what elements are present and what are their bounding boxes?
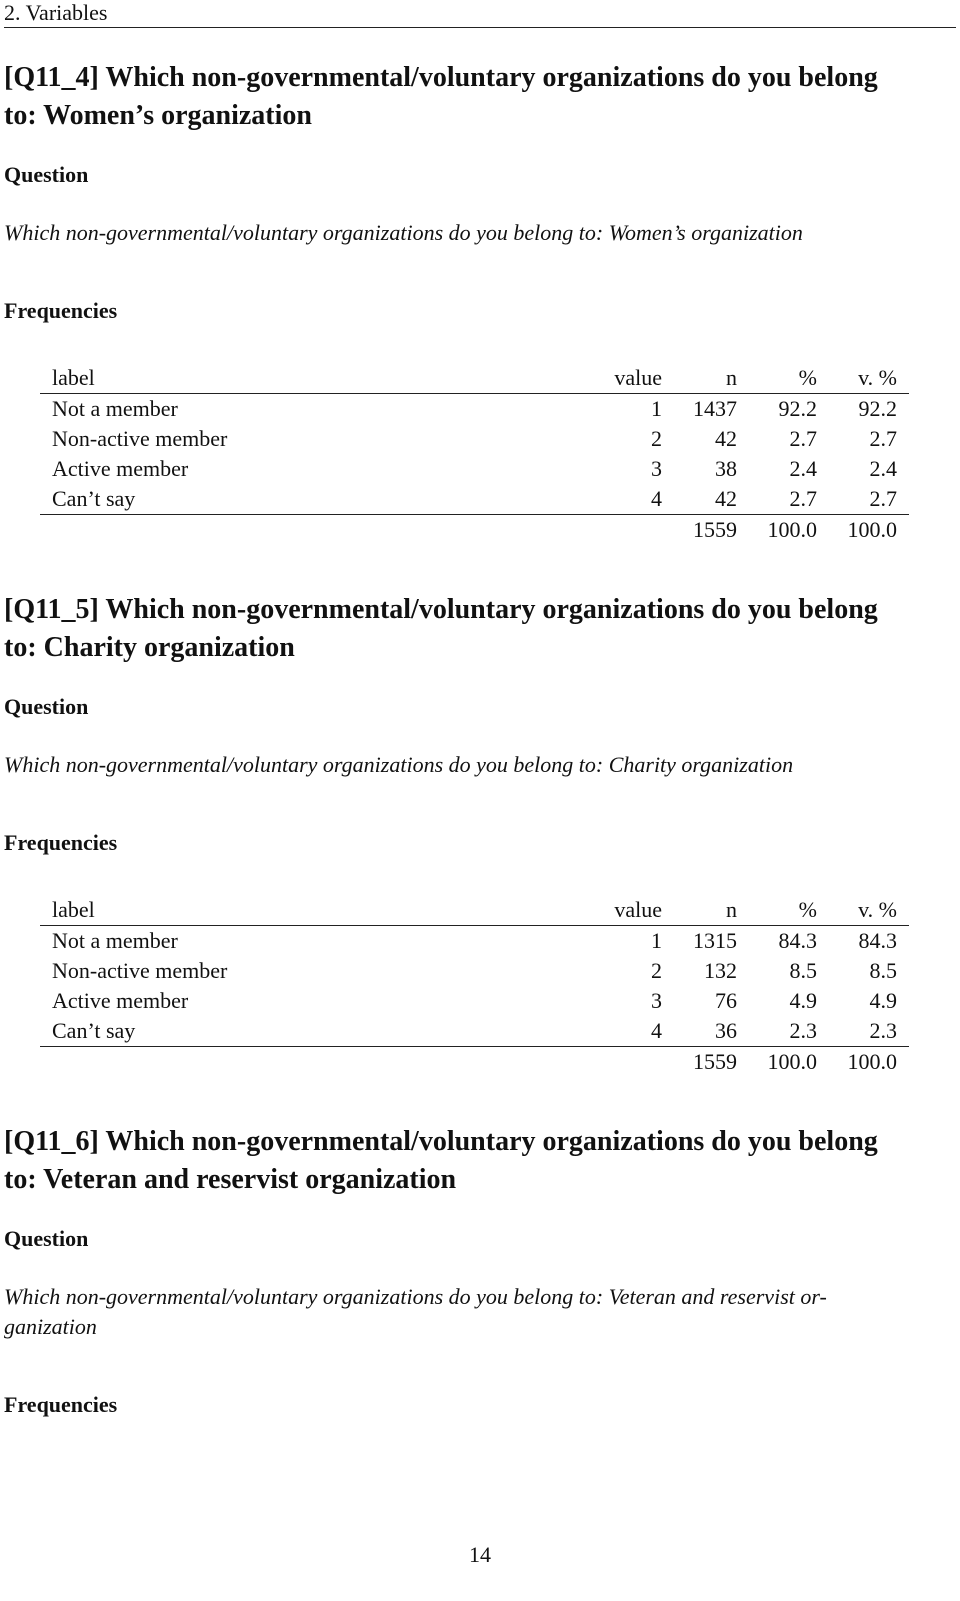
running-header: 2. Variables xyxy=(4,0,956,28)
cell-percent: 2.7 xyxy=(737,484,817,515)
total-percent: 100.0 xyxy=(767,1049,817,1074)
section-title-line2: to: Women’s organization xyxy=(4,100,312,131)
page-number: 14 xyxy=(469,1542,491,1567)
table-row xyxy=(40,394,909,425)
total-valid-percent: 100.0 xyxy=(847,1049,897,1074)
question-heading: Question xyxy=(4,694,89,719)
column-header-n: n xyxy=(662,895,737,926)
table-row xyxy=(40,926,909,957)
cell-value: 2 xyxy=(651,958,662,983)
total-value xyxy=(562,515,662,546)
column-header-label: label xyxy=(40,363,562,394)
cell-n: 132 xyxy=(704,958,737,983)
column-header-value: value xyxy=(562,895,662,926)
question-text-line1: Which non-governmental/voluntary organizations do you belong to: Veteran and reservist or- xyxy=(4,1284,827,1309)
question-text: Which non-governmental/voluntary organizations do you belong to: Charity organization xyxy=(4,752,794,777)
total-label xyxy=(40,1047,562,1078)
section-title xyxy=(4,59,956,135)
cell-label: Non-active member xyxy=(52,426,228,451)
frequency-table xyxy=(40,363,909,545)
section-q11-4 xyxy=(4,59,956,542)
question-heading: Question xyxy=(4,1226,89,1251)
question-heading: Question xyxy=(4,162,89,187)
cell-n: 38 xyxy=(715,456,737,481)
cell-value: 1 xyxy=(651,396,662,421)
frequency-table xyxy=(40,895,909,1077)
question-text: Which non-governmental/voluntary organizations do you belong to: Women’s organization xyxy=(4,220,803,245)
column-header-value: value xyxy=(562,363,662,394)
section-title xyxy=(4,1123,956,1199)
frequencies-heading: Frequencies xyxy=(4,830,118,855)
question-text-line2: ganization xyxy=(4,1314,97,1339)
table-row xyxy=(40,484,909,515)
cell-percent: 2.7 xyxy=(789,426,817,451)
cell-label: Can’t say xyxy=(40,484,562,515)
cell-valid-percent: 8.5 xyxy=(869,958,897,983)
frequencies-heading: Frequencies xyxy=(4,298,118,323)
section-title-line2: to: Veteran and reservist organization xyxy=(4,1164,457,1195)
cell-label: Active member xyxy=(52,988,189,1013)
cell-n: 42 xyxy=(662,484,737,515)
section-title-line1: [Q11_5] Which non-governmental/voluntary organizations do you belong xyxy=(4,594,878,625)
cell-value: 3 xyxy=(651,456,662,481)
section-title-line2: to: Charity organization xyxy=(4,632,295,663)
section-title xyxy=(4,591,956,667)
cell-value: 4 xyxy=(562,1016,662,1047)
table-header-row xyxy=(40,895,909,926)
cell-percent: 92.2 xyxy=(778,396,817,421)
total-percent: 100.0 xyxy=(767,517,817,542)
section-q11-5 xyxy=(4,591,956,1074)
cell-percent: 84.3 xyxy=(778,928,817,953)
table-header-row xyxy=(40,363,909,394)
frequencies-heading: Frequencies xyxy=(4,1392,118,1417)
column-header-n: n xyxy=(662,363,737,394)
cell-valid-percent: 2.7 xyxy=(869,426,897,451)
table-row xyxy=(40,986,909,1016)
cell-n: 1315 xyxy=(693,928,737,953)
table-total-row xyxy=(40,515,909,546)
section-title-line1: [Q11_4] Which non-governmental/voluntary organizations do you belong xyxy=(4,62,878,93)
cell-value: 1 xyxy=(651,928,662,953)
cell-n: 76 xyxy=(715,988,737,1013)
cell-n: 42 xyxy=(715,426,737,451)
column-header-valid-percent: v. % xyxy=(817,363,909,394)
cell-valid-percent: 84.3 xyxy=(858,928,897,953)
total-valid-percent: 100.0 xyxy=(847,517,897,542)
cell-valid-percent: 4.9 xyxy=(869,988,897,1013)
cell-percent: 8.5 xyxy=(789,958,817,983)
cell-label: Not a member xyxy=(52,928,178,953)
table-row xyxy=(40,956,909,986)
total-n: 1559 xyxy=(693,1049,737,1074)
cell-valid-percent: 2.4 xyxy=(869,456,897,481)
cell-value: 4 xyxy=(562,484,662,515)
cell-n: 36 xyxy=(662,1016,737,1047)
cell-percent: 4.9 xyxy=(789,988,817,1013)
section-title-line1: [Q11_6] Which non-governmental/voluntary organizations do you belong xyxy=(4,1126,878,1157)
column-header-label: label xyxy=(40,895,562,926)
cell-percent: 2.3 xyxy=(737,1016,817,1047)
table-row xyxy=(40,424,909,454)
cell-label: Not a member xyxy=(52,396,178,421)
column-header-percent: % xyxy=(737,363,817,394)
total-n: 1559 xyxy=(693,517,737,542)
section-q11-6 xyxy=(4,1123,956,1417)
question-text xyxy=(4,1282,827,1342)
column-header-percent: % xyxy=(737,895,817,926)
cell-valid-percent: 92.2 xyxy=(858,396,897,421)
cell-n: 1437 xyxy=(693,396,737,421)
cell-label: Can’t say xyxy=(40,1016,562,1047)
total-label xyxy=(40,515,562,546)
cell-label: Active member xyxy=(52,456,189,481)
cell-value: 2 xyxy=(651,426,662,451)
table-total-row xyxy=(40,1047,909,1078)
cell-label: Non-active member xyxy=(52,958,228,983)
cell-valid-percent: 2.7 xyxy=(817,484,909,515)
table-row xyxy=(40,1016,909,1047)
cell-valid-percent: 2.3 xyxy=(817,1016,909,1047)
total-value xyxy=(562,1047,662,1078)
column-header-valid-percent: v. % xyxy=(817,895,909,926)
cell-percent: 2.4 xyxy=(789,456,817,481)
table-row xyxy=(40,454,909,484)
cell-value: 3 xyxy=(651,988,662,1013)
